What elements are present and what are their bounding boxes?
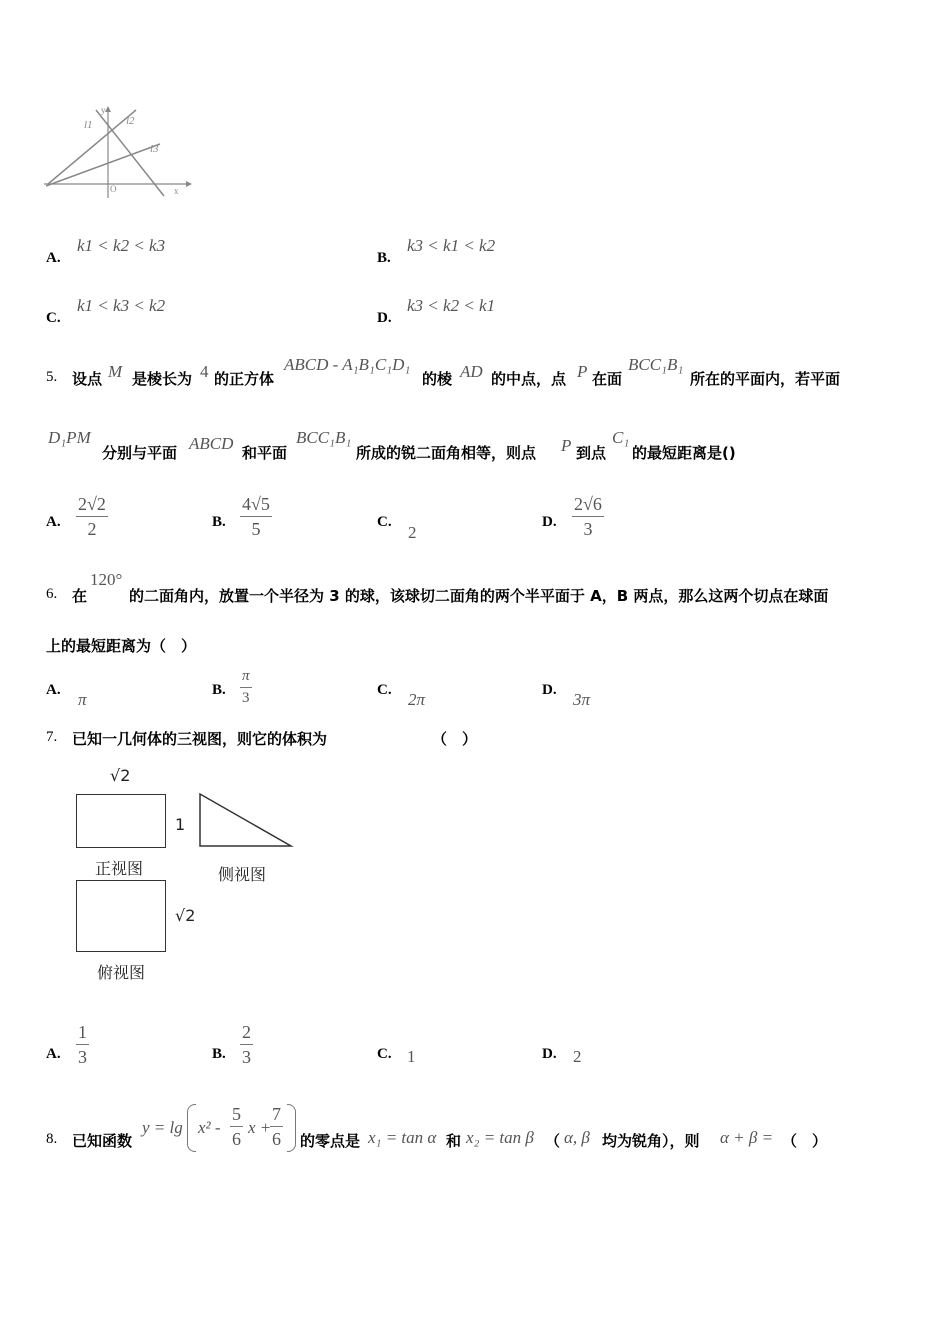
front-view-rect [76,794,166,848]
q7-answer-paren: （ ） [432,730,478,748]
q5-text-8: 分别与平面 [102,444,178,462]
q8-text-3: 和 [446,1132,462,1150]
q8-number: 8. [46,1131,58,1147]
q8-root-2: x₂ = tan β [466,1128,534,1147]
q4-option-a-letter: A. [46,250,61,266]
q5-face-2: BCC₁B₁ [296,428,352,447]
q5-text-12: 的最短距离是() [632,444,736,462]
q5-text-10: 所成的锐二面角相等，则点 [356,444,537,462]
q4-option-b-expr: k3 < k1 < k2 [407,236,496,255]
q8-answer-paren: （ ） [782,1132,828,1150]
q7-number: 7. [46,729,58,745]
q5-text-9: 和平面 [242,444,288,462]
front-view-side-length: 1 [175,815,186,834]
q7-option-a-value: $\frac{1}{3}$ [78,1022,87,1067]
q7-option-d-letter: D. [542,1046,557,1062]
q6-option-a-value: π [78,690,87,709]
q5-text-1: 设点 [72,370,103,388]
q5-point-p-2: P [561,436,572,455]
q5-var-m: M [108,362,123,381]
q7-text: 已知一几何体的三视图，则它的体积为 [72,730,328,748]
q5-point-p: P [577,362,588,381]
q7-option-a-letter: A. [46,1046,61,1062]
q8-text-5: 均为锐角），则 [602,1132,700,1150]
q5-plane: D₁PM [48,428,91,447]
q8-text-1: 已知函数 [72,1132,133,1150]
q6-text-1: 在 [72,587,88,605]
q5-text-2: 是棱长为 [132,370,193,388]
front-view-caption: 正视图 [95,859,144,878]
q4-option-d-expr: k3 < k2 < k1 [407,296,496,315]
q4-option-c-letter: C. [46,310,61,326]
q8-right-paren [287,1104,296,1152]
q5-number: 5. [46,369,58,385]
fig-label-origin: O [110,184,117,194]
q4-option-c-expr: k1 < k3 < k2 [77,296,166,315]
q6-option-d-letter: D. [542,682,557,698]
q5-option-c-letter: C. [377,514,392,530]
q8-left-paren [187,1104,196,1152]
q6-option-b-letter: B. [212,682,226,698]
q4-lines-figure [44,100,194,200]
q5-plane-abcd: ABCD [189,434,234,453]
q5-text-7: 所在的平面内，若平面 [690,370,841,388]
q7-option-d-value: 2 [573,1047,582,1066]
q6-option-d-value: 3π [573,690,591,709]
q5-cube-name: ABCD - A₁B₁C₁D₁ [284,355,411,374]
fig-label-l3: l3 [150,143,159,155]
q8-x-squared: x² - [198,1118,221,1137]
top-view-caption: 俯视图 [97,963,146,982]
q8-angle-sum: α + β = [720,1128,774,1147]
q8-fraction-2: $\frac{7}{6}$ [272,1104,281,1149]
q8-fraction-1: $\frac{5}{6}$ [232,1104,241,1149]
q5-option-b-value: $\frac{4√5}{5}$ [242,494,270,539]
q6-option-c-value: 2π [408,690,426,709]
q5-text-4: 的棱 [422,370,453,388]
q5-point-c1: C₁ [612,428,630,447]
fig-label-y: y [101,105,106,115]
q5-option-d-letter: D. [542,514,557,530]
q5-option-c-value: 2 [408,523,417,542]
q6-text-2: 的二面角内，放置一个半径为 3 的球，该球切二面角的两个半平面于 A，B 两点，那么这两个切点在球面 [129,587,829,605]
fig-label-l2: l2 [126,115,135,127]
q4-option-a-expr: k1 < k2 < k3 [77,236,166,255]
q7-option-b-letter: B. [212,1046,226,1062]
top-view-rect [76,880,166,952]
q6-number: 6. [46,586,58,602]
q5-edge-length: 4 [200,362,209,381]
q7-option-b-value: $\frac{2}{3}$ [242,1022,251,1067]
fig-label-x: x [174,186,179,196]
front-view-top-length: √2 [110,766,131,785]
side-view-caption: 侧视图 [218,865,267,884]
q5-option-a-letter: A. [46,514,61,530]
q6-option-c-letter: C. [377,682,392,698]
q8-text-4: （ [545,1132,561,1150]
q5-option-a-value: $\frac{2√2}{2}$ [78,494,106,539]
q8-text-2: 的零点是 [300,1132,361,1150]
q7-option-c-value: 1 [407,1047,416,1066]
q8-x-plus: x + [248,1118,272,1137]
top-view-side-length: √2 [175,906,196,925]
q5-text-6: 在面 [592,370,623,388]
q8-root-1: x₁ = tan α [368,1128,437,1147]
q4-option-b-letter: B. [377,250,391,266]
q5-text-5: 的中点，点 [491,370,567,388]
q5-option-b-letter: B. [212,514,226,530]
q8-function-name: y = lg [142,1118,183,1137]
q5-text-11: 到点 [576,444,607,462]
q5-edge-ad: AD [460,362,483,381]
q7-option-c-letter: C. [377,1046,392,1062]
q6-option-a-letter: A. [46,682,61,698]
q5-option-d-value: $\frac{2√6}{3}$ [574,494,602,539]
q6-text-3: 上的最短距离为（ ） [46,637,197,655]
q6-option-b-value: $\frac{\pi}{3}$ [242,668,250,706]
q5-text-3: 的正方体 [214,370,275,388]
fig-label-l1: l1 [84,119,93,131]
q8-angles: α, β [564,1128,590,1147]
q5-face: BCC₁B₁ [628,355,684,374]
q4-option-d-letter: D. [377,310,392,326]
side-view-triangle [196,790,296,850]
q6-angle: 120° [90,570,123,589]
